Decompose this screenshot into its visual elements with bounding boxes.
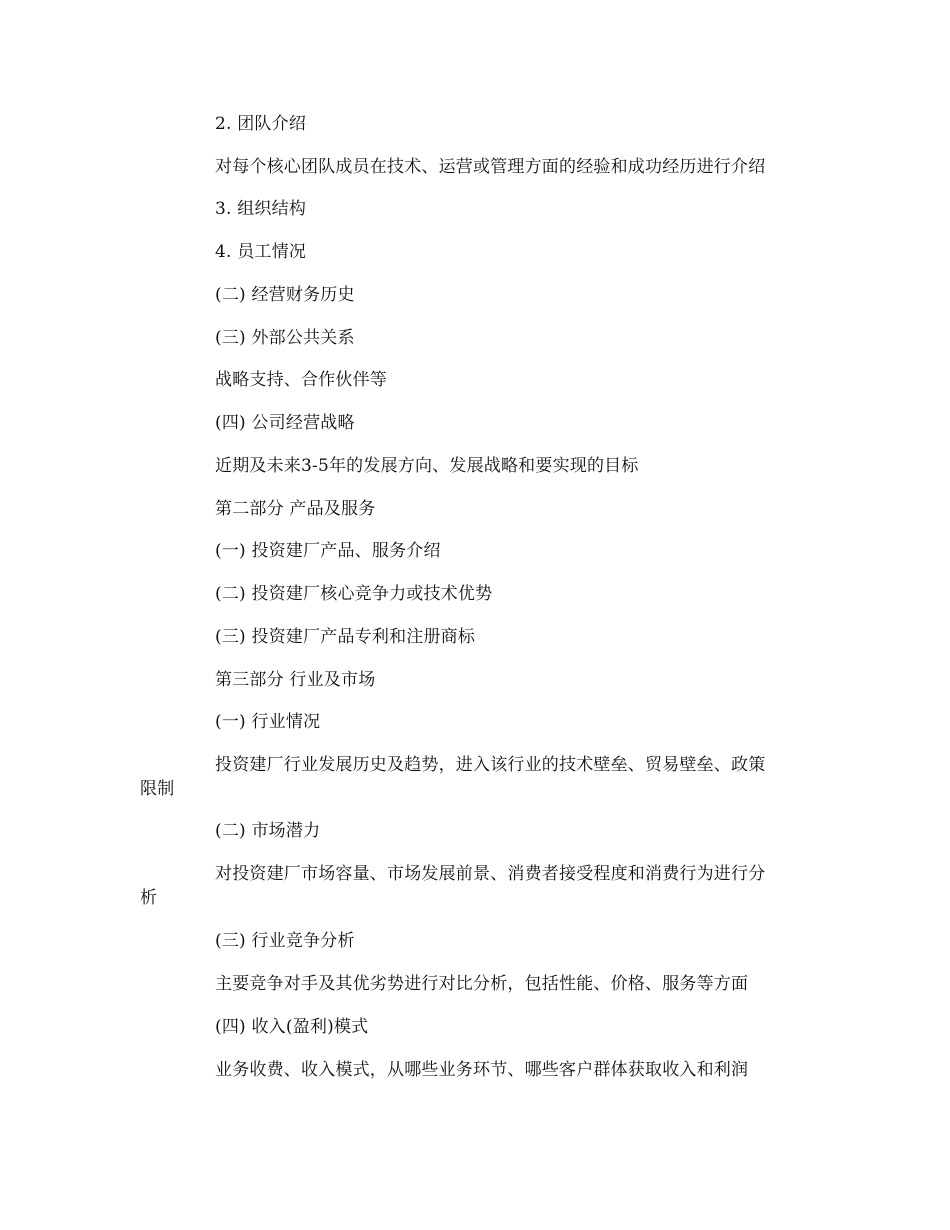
heading-core-competency: (二) 投资建厂核心竞争力或技术优势 [215, 584, 493, 604]
paragraph-line-1: 投资建厂行业发展历史及趋势，进入该行业的技术壁垒、贸易壁垒、政策 [215, 755, 766, 775]
paragraph-business-strategy: 近期及未来3-5年的发展方向、发展战略和要实现的目标 [215, 456, 639, 476]
paragraph-line-2: 限制 [140, 779, 175, 799]
heading-staff: 4. 员工情况 [215, 242, 307, 262]
heading-competition: (三) 行业竞争分析 [215, 931, 355, 951]
heading-industry-status: (一) 行业情况 [215, 712, 321, 732]
heading-business-strategy: (四) 公司经营战略 [215, 413, 355, 433]
paragraph-line-2: 析 [140, 888, 158, 908]
heading-financial-history: (二) 经营财务历史 [215, 285, 355, 305]
heading-team-intro: 2. 团队介绍 [215, 114, 307, 134]
paragraph-industry-status [140, 754, 815, 800]
section-title-industry: 第三部分 行业及市场 [215, 670, 376, 690]
heading-org-structure: 3. 组织结构 [215, 199, 307, 219]
paragraph-team-intro: 对每个核心团队成员在技术、运营或管理方面的经验和成功经历进行介绍 [215, 157, 766, 177]
paragraph-market-potential [140, 863, 815, 909]
paragraph-line-1: 对投资建厂市场容量、市场发展前景、消费者接受程度和消费行为进行分 [215, 864, 766, 884]
paragraph-revenue-model: 业务收费、收入模式，从哪些业务环节、哪些客户群体获取收入和利润 [215, 1060, 749, 1080]
heading-product-intro: (一) 投资建厂产品、服务介绍 [215, 541, 441, 561]
heading-public-relations: (三) 外部公共关系 [215, 328, 355, 348]
heading-market-potential: (二) 市场潜力 [215, 821, 321, 841]
section-title-products: 第二部分 产品及服务 [215, 499, 376, 519]
paragraph-public-relations: 战略支持、合作伙伴等 [215, 370, 387, 390]
heading-revenue-model: (四) 收入(盈利)模式 [215, 1017, 369, 1037]
paragraph-competition: 主要竞争对手及其优劣势进行对比分析，包括性能、价格、服务等方面 [215, 974, 749, 994]
heading-patents: (三) 投资建厂产品专利和注册商标 [215, 627, 476, 647]
